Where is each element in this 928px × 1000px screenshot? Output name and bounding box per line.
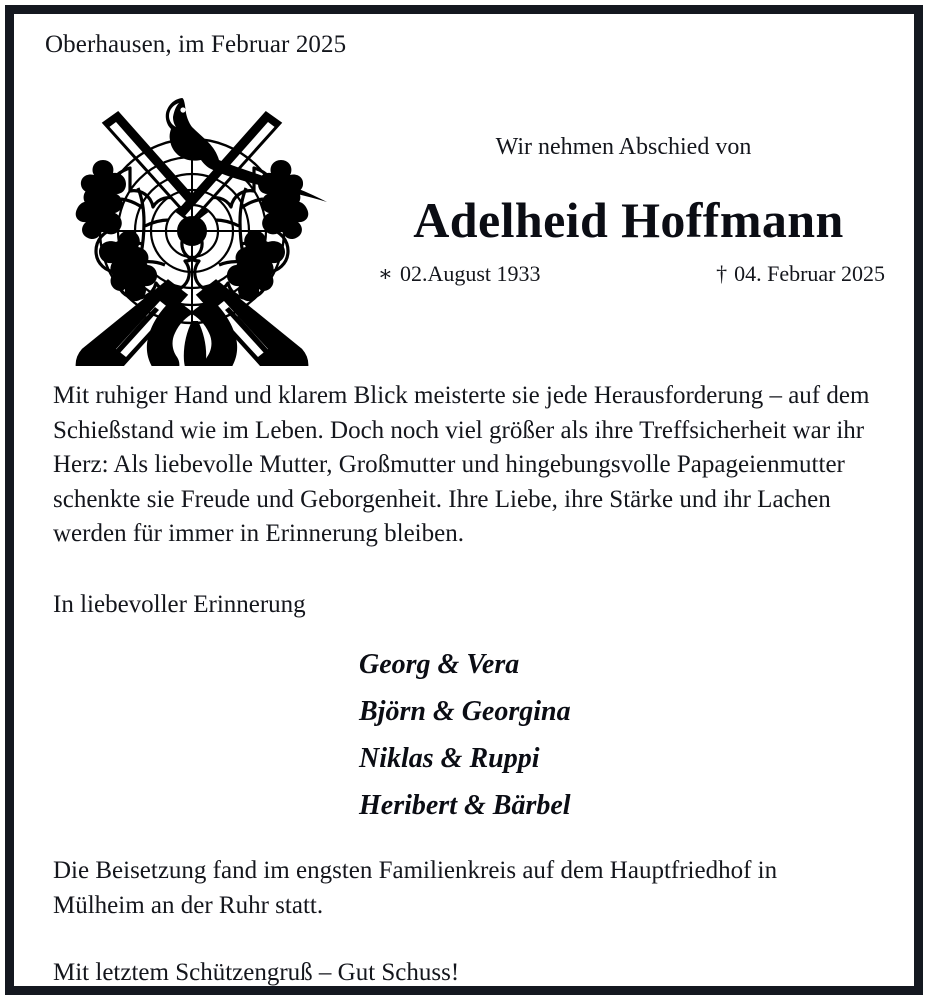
tribute-paragraph: Mit ruhiger Hand und klarem Blick meisterte sie jede Herausforderung – auf dem Schießstand wie im Leben. Doch noch viel größer als ihre Treffsicherheit war ihr Herz: Als liebevolle Mutter, Großmutter und hingebungsvolle Papageienmutter schenkte sie Freude und Geborgenheit. Ihre Liebe, ihre Stärke und ihr Lachen werden für immer in Erinnerung bleiben. [53, 382, 870, 547]
mourners-list [359, 641, 779, 829]
dagger-death-symbol-icon: † [716, 261, 728, 286]
asterisk-birth-symbol-icon: ∗ [378, 261, 393, 286]
deceased-header [356, 134, 901, 287]
list-item: Georg & Vera [359, 649, 520, 680]
burial-note: Die Beisetzung fand im engsten Familienkreis auf dem Hauptfriedhof in Mülheim an der Ruhr statt. [53, 857, 778, 919]
life-dates [356, 261, 901, 287]
list-item: Niklas & Ruppi [359, 743, 540, 774]
place-and-date: Oberhausen, im Februar 2025 [45, 31, 347, 58]
farewell-text: Wir nehmen Abschied von [495, 134, 752, 160]
closing-salutation: Mit letztem Schützengruß – Gut Schuss! [53, 959, 460, 986]
deceased-name: Adelheid Hoffmann [413, 192, 844, 248]
obituary-notice-frame [5, 5, 923, 995]
remembrance-heading: In liebevoller Erinnerung [53, 591, 306, 618]
list-item: Björn & Georgina [359, 696, 571, 727]
list-item: Heribert & Bärbel [359, 790, 571, 821]
shooting-club-crest-icon [42, 76, 342, 366]
death-date [716, 261, 885, 287]
birth-date [378, 261, 541, 287]
death-date-value: 04. Februar 2025 [734, 261, 885, 286]
birth-date-value: 02.August 1933 [399, 261, 541, 286]
obituary-notice-body [14, 14, 914, 986]
